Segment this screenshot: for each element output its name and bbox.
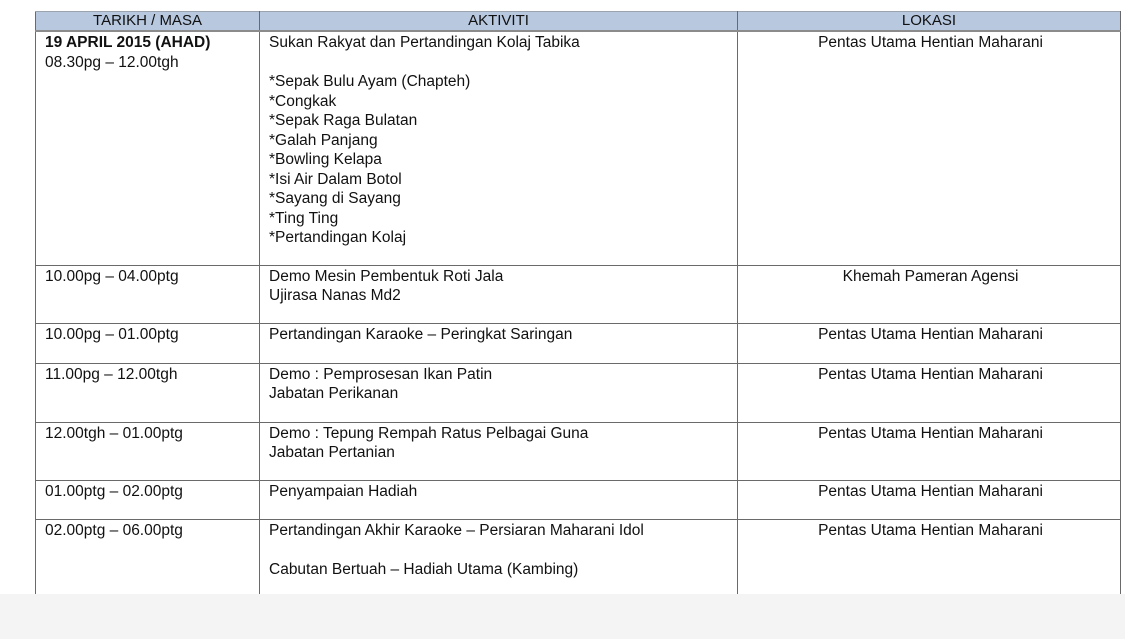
activity-cell bbox=[260, 363, 738, 422]
table-row bbox=[36, 363, 1121, 422]
activity-cell bbox=[260, 422, 738, 480]
time-cell bbox=[36, 31, 260, 265]
activity-line: Cabutan Bertuah – Hadiah Utama (Kambing) bbox=[269, 560, 579, 578]
activity-item: *Ting Ting bbox=[269, 209, 339, 227]
spacer bbox=[269, 540, 731, 560]
activity-cell bbox=[260, 31, 738, 265]
table-row bbox=[36, 480, 1121, 519]
activity-cell bbox=[260, 265, 738, 323]
activity-title: Sukan Rakyat dan Pertandingan Kolaj Tabika bbox=[269, 34, 580, 51]
time-cell: 01.00ptg – 02.00ptg bbox=[36, 480, 260, 519]
activity-line: Jabatan Pertanian bbox=[269, 444, 395, 461]
activity-item: *Sayang di Sayang bbox=[269, 190, 401, 207]
event-date: 19 APRIL 2015 (AHAD) bbox=[45, 34, 211, 51]
activity-cell bbox=[260, 519, 738, 599]
header-time: TARIKH / MASA bbox=[36, 12, 260, 32]
location-cell: Khemah Pameran Agensi bbox=[738, 265, 1121, 323]
time-cell: 11.00pg – 12.00tgh bbox=[36, 363, 260, 422]
activity-cell bbox=[260, 480, 738, 519]
location-cell: Pentas Utama Hentian Maharani bbox=[738, 519, 1121, 599]
activity-line: Jabatan Perikanan bbox=[269, 385, 399, 402]
activity-item: *Congkak bbox=[269, 92, 337, 110]
activity-line: Demo : Tepung Rempah Ratus Pelbagai Guna bbox=[269, 424, 589, 442]
activity-line: Pertandingan Karaoke – Peringkat Saringan bbox=[269, 325, 573, 343]
header-row bbox=[36, 12, 1121, 32]
activity-line: Pertandingan Akhir Karaoke – Persiaran Maharani Idol bbox=[269, 521, 644, 539]
activity-line: Demo : Pemprosesan Ikan Patin bbox=[269, 365, 493, 383]
location-cell: Pentas Utama Hentian Maharani bbox=[738, 422, 1121, 480]
time-cell: 12.00tgh – 01.00ptg bbox=[36, 422, 260, 480]
location-cell: Pentas Utama Hentian Maharani bbox=[738, 323, 1121, 363]
location-cell: Pentas Utama Hentian Maharani bbox=[738, 31, 1121, 265]
header-activity: AKTIVITI bbox=[260, 12, 738, 32]
activity-item: *Sepak Bulu Ayam (Chapteh) bbox=[269, 73, 471, 90]
location-cell: Pentas Utama Hentian Maharani bbox=[738, 363, 1121, 422]
activity-line: Demo Mesin Pembentuk Roti Jala bbox=[269, 267, 504, 285]
page-footer-band bbox=[0, 594, 1125, 639]
activity-line: Penyampaian Hadiah bbox=[269, 482, 418, 500]
activity-item: *Bowling Kelapa bbox=[269, 151, 382, 168]
header-location: LOKASI bbox=[738, 12, 1121, 32]
activity-cell bbox=[260, 323, 738, 363]
table-row bbox=[36, 31, 1121, 265]
spacer bbox=[269, 53, 731, 73]
table-row bbox=[36, 265, 1121, 323]
event-time: 08.30pg – 12.00tgh bbox=[45, 53, 179, 71]
time-cell: 10.00pg – 01.00ptg bbox=[36, 323, 260, 363]
table-row bbox=[36, 519, 1121, 599]
activity-item: *Isi Air Dalam Botol bbox=[269, 170, 402, 188]
schedule-table bbox=[35, 11, 1121, 600]
table-row bbox=[36, 422, 1121, 480]
activity-item: *Galah Panjang bbox=[269, 131, 378, 149]
table-row bbox=[36, 323, 1121, 363]
time-cell: 10.00pg – 04.00ptg bbox=[36, 265, 260, 323]
location-cell: Pentas Utama Hentian Maharani bbox=[738, 480, 1121, 519]
activity-item: *Sepak Raga Bulatan bbox=[269, 112, 418, 129]
activity-item: *Pertandingan Kolaj bbox=[269, 229, 407, 246]
time-cell: 02.00ptg – 06.00ptg bbox=[36, 519, 260, 599]
activity-line: Ujirasa Nanas Md2 bbox=[269, 287, 401, 304]
